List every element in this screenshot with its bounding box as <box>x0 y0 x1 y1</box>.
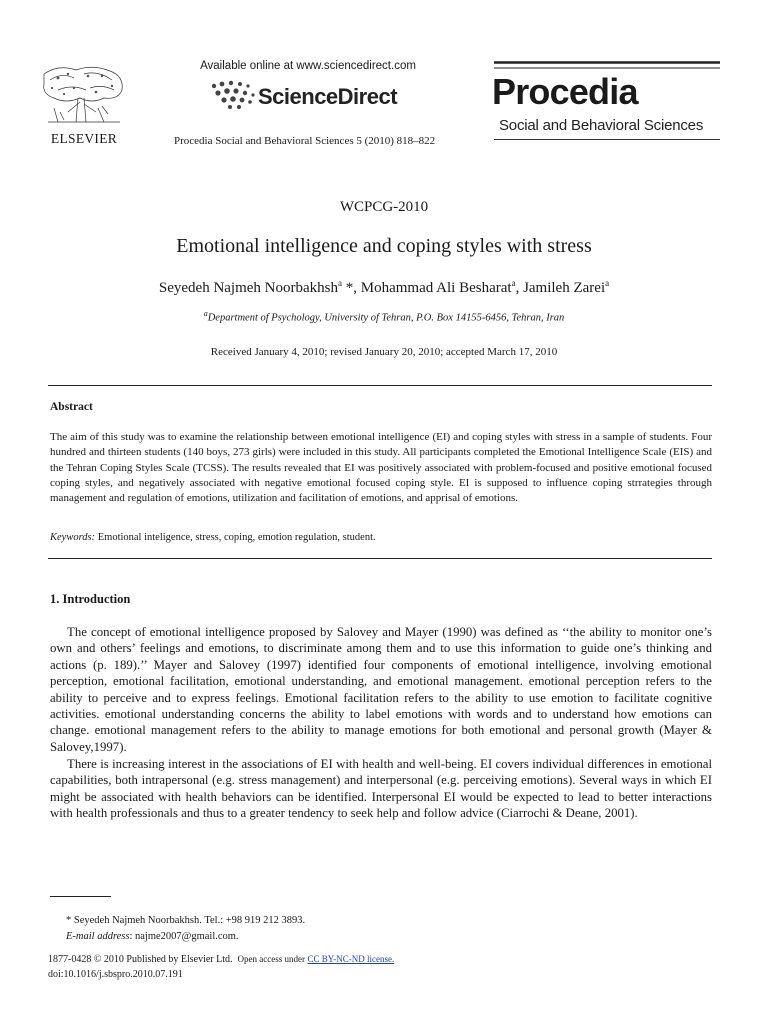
footnote-rule <box>50 896 111 897</box>
open-access-text: Open access under <box>237 954 306 964</box>
divider <box>48 558 712 559</box>
article-history-dates: Received January 4, 2010; revised January 20, 2010; accepted March 17, 2010 <box>210 346 558 358</box>
body-paragraph: There is increasing interest in the associations of EI with health and well-being. EI covers individual differences in emotional capabilities, both intrapersonal (e.g. stress management) and interpersonal (e.g. perceiving emotions). Several ways in which EI might be associated with health behaviors can be identified. Interpersonal EI would be expected to lead to better interactions with health professionals and thus to a greater tendency to seek help and follow advice (Ciarrochi & Deane, 2001). <box>50 757 712 821</box>
available-online-text: Available online at www.sciencedirect.com <box>200 60 416 72</box>
divider <box>48 385 712 386</box>
procedia-logo-text: Procedia <box>492 71 638 112</box>
issn-copyright: 1877-0428 © 2010 Published by Elsevier Ltd. <box>48 954 233 965</box>
author-name: Jamileh Zarei <box>523 280 606 296</box>
author-name: Seyedeh Najmeh Noorbakhsh <box>158 280 338 296</box>
email-note <box>66 931 239 942</box>
sciencedirect-dots-icon <box>208 80 258 112</box>
author-separator: *, <box>342 280 361 296</box>
author-affiliation-mark: a <box>605 278 610 288</box>
author-separator: , <box>515 280 524 296</box>
section-heading: 1. Introduction <box>50 592 131 606</box>
author-list <box>0 278 768 297</box>
keywords-list: Emotional inteligence, stress, coping, emotion regulation, student. <box>95 532 376 543</box>
email-address: : najme2007@gmail.com. <box>129 931 239 942</box>
publisher-name: ELSEVIER <box>50 131 118 146</box>
copyright-line <box>48 954 394 965</box>
sciencedirect-logo-text: ScienceDirect <box>258 84 398 109</box>
keywords-label: Keywords: <box>50 532 96 543</box>
author-name: Mohammad Ali Besharat <box>360 280 512 296</box>
affiliation <box>0 309 768 324</box>
article-title: Emotional intelligence and coping styles with stress <box>176 235 592 257</box>
author-affiliation-mark: a <box>511 278 516 288</box>
affiliation-mark: a <box>203 309 208 318</box>
conference-name: WCPCG-2010 <box>339 199 429 215</box>
elsevier-tree-logo <box>38 62 128 128</box>
email-label: E-mail address <box>66 931 130 942</box>
procedia-bottom-rule <box>494 139 720 140</box>
procedia-subtitle: Social and Behavioral Sciences <box>499 117 704 134</box>
journal-citation: Procedia Social and Behavioral Sciences 5 (2010) 818–822 <box>174 135 436 147</box>
affiliation-text: Department of Psychology, University of Tehran, P.O. Box 14155-6456, Tehran, Iran <box>207 312 565 324</box>
license-link[interactable]: CC BY-NC-ND license. <box>307 954 395 964</box>
author-affiliation-mark: a <box>338 278 342 288</box>
corresponding-author-note: * Seyedeh Najmeh Noorbakhsh. Tel.: +98 919 212 3893. <box>66 915 306 926</box>
abstract-heading: Abstract <box>50 401 93 413</box>
keywords <box>50 532 712 543</box>
body-paragraph: The concept of emotional intelligence proposed by Salovey and Mayer (1990) was defined as ‘‘the ability to monitor one’s own and others’ feelings and emotions, to discriminate among them and to use this information to guide one’s thinking and actions (p. 189).’’ Mayer and Salovey (1997) identified four components of emotional intelligence, involving emotional perception, emotional facilitation, emotional understanding, and emotional management. emotional perception refers to the ability to perceive and to express feelings. Emotional facilitation refers to the ability to use emotion to facilitate cognitive activities. emotional understanding concerns the ability to label emotions with words and to understand how emotions can change. emotional management refers to the ability to manage emotions for both emotional and personal growth (Mayer & Salovey,1997). <box>50 625 712 754</box>
abstract-text: The aim of this study was to examine the relationship between emotional intelligence (EI) and coping styles with stress in a sample of students. Four hundred and thirteen students (140 boys, 273 girls) were included in this study. All participants completed the Emotional Intelligence Scale (EIS) and the Tehran Coping Styles Scale (TCSS). The results revealed that EI was positively associated with problem-focused and positive emotional focused coping styles, and negatively associated with negative emotional focused coping style. EI is supposed to influence coping strrategies through management and regulation of emotions, utilization and facilitation of emotions, and apprisal of emotions. <box>50 431 712 505</box>
doi[interactable]: doi:10.1016/j.sbspro.2010.07.191 <box>48 969 183 980</box>
